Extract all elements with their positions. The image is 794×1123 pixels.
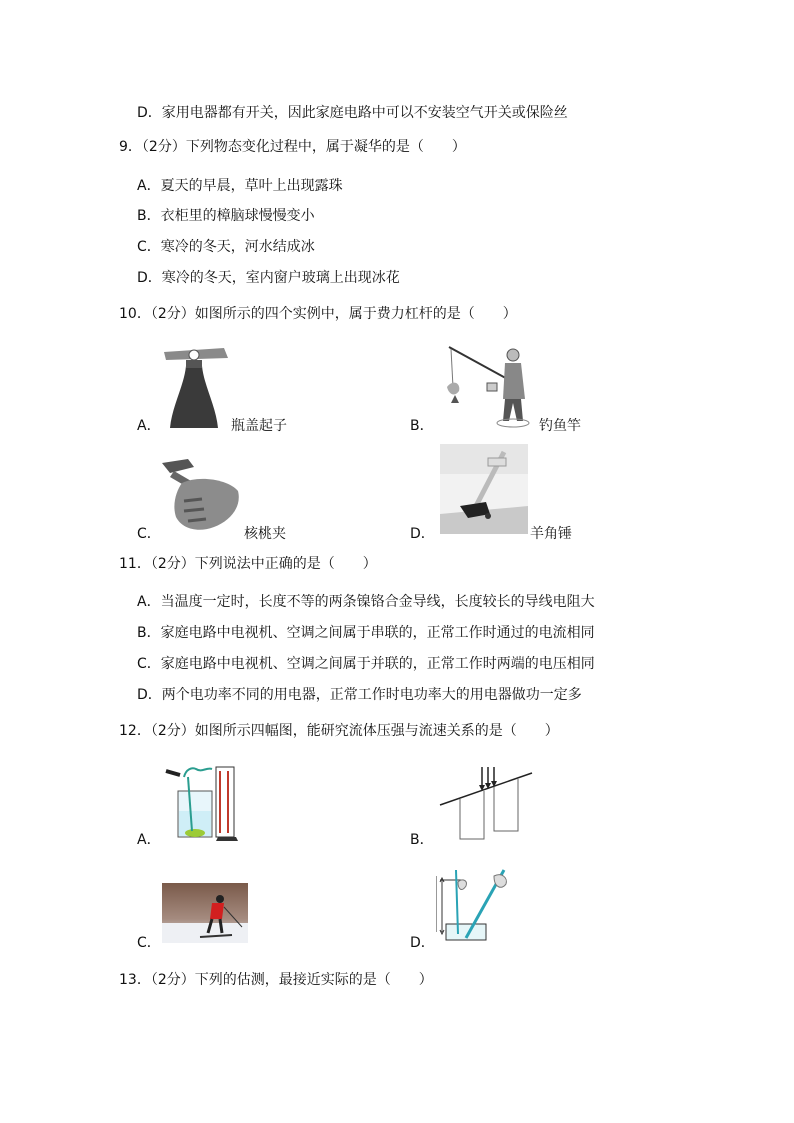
q12-option-d-letter: D．: [410, 935, 435, 951]
q10-option-a-letter: A．: [137, 418, 161, 434]
q9-option-a: A．夏天的早晨，草叶上出现露珠: [137, 178, 343, 194]
q10-option-b-letter: B．: [410, 418, 434, 434]
q10-option-a-caption: 瓶盖起子: [231, 418, 287, 434]
claw-hammer-image: [440, 444, 528, 534]
q9-stem: 9．（2分）下列物态变化过程中，属于凝华的是（ ）: [119, 139, 466, 155]
q12-option-b-letter: B．: [410, 832, 434, 848]
nutcracker-image: [158, 457, 242, 537]
straw-water-image: [436, 868, 522, 944]
fishing-rod-image: [445, 343, 537, 431]
q13-stem: 13．（2分）下列的估测，最接近实际的是（ ）: [119, 972, 433, 988]
q11-option-d: D．两个电功率不同的用电器，正常工作时电功率大的用电器做功一定多: [137, 687, 582, 703]
q10-option-c-caption: 核桃夹: [244, 526, 286, 542]
q12-stem: 12．（2分）如图所示四幅图，能研究流体压强与流速关系的是（ ）: [119, 723, 559, 739]
q9-option-b: B．衣柜里的樟脑球慢慢变小: [137, 208, 315, 224]
q8-option-d: D．家用电器都有开关，因此家庭电路中可以不安装空气开关或保险丝: [137, 105, 568, 121]
beaker-manometer-image: [162, 763, 242, 843]
q10-option-d-caption: 羊角锤: [530, 526, 572, 542]
q11-option-a: A．当温度一定时，长度不等的两条镍铬合金导线，长度较长的导线电阻大: [137, 594, 595, 610]
skier-image: [162, 883, 248, 943]
q11-option-c: C．家庭电路中电视机、空调之间属于并联的，正常工作时两端的电压相同: [137, 656, 595, 672]
q10-option-c-letter: C．: [137, 526, 161, 542]
q12-option-c-letter: C．: [137, 935, 161, 951]
bottle-opener-image: [162, 346, 232, 428]
hanging-papers-image: [436, 765, 534, 841]
q9-option-c: C．寒冷的冬天，河水结成冰: [137, 239, 315, 255]
q10-option-d-letter: D．: [410, 526, 435, 542]
q11-stem: 11．（2分）下列说法中正确的是（ ）: [119, 556, 377, 572]
q9-option-d: D．寒冷的冬天，室内窗户玻璃上出现冰花: [137, 270, 400, 286]
q12-option-a-letter: A．: [137, 832, 161, 848]
q10-stem: 10．（2分）如图所示的四个实例中，属于费力杠杆的是（ ）: [119, 306, 517, 322]
q11-option-b: B．家庭电路中电视机、空调之间属于串联的，正常工作时通过的电流相同: [137, 625, 595, 641]
q10-option-b-caption: 钓鱼竿: [539, 418, 581, 434]
